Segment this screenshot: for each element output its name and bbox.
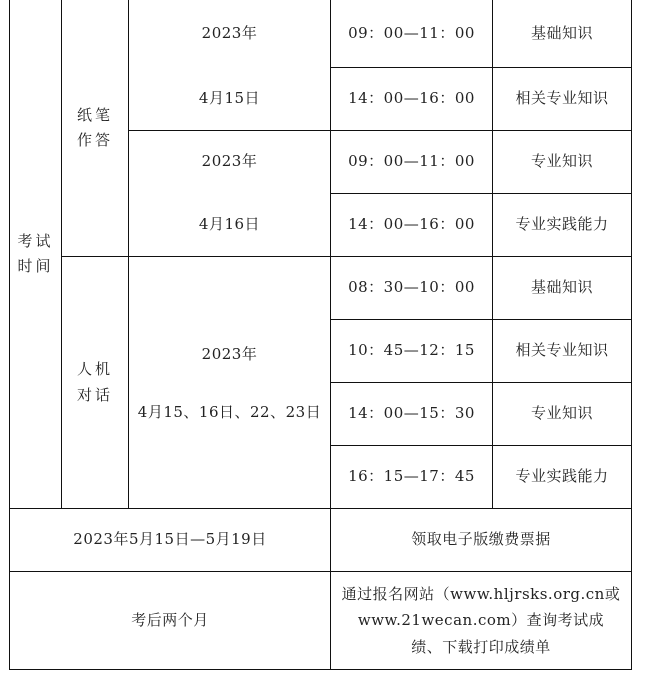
paper-day-2-year: 2023年 (201, 152, 258, 171)
paper-exam-label: 纸笔 作答 (76, 105, 113, 149)
session-time: 14：00—16：00 (348, 89, 475, 108)
score-period: 考后两个月 (131, 610, 209, 629)
session-subject: 相关专业知识 (515, 341, 609, 360)
paper-day-1-date: 4月15日 (198, 88, 261, 107)
session-time: 09：00—11：00 (348, 23, 475, 42)
invoice-period: 2023年5月15日—5月19日 (73, 530, 267, 549)
session-time: 14：00—15：30 (348, 404, 475, 423)
computer-exam-date: 2023年 4月15、16日、22、23日 (137, 344, 322, 421)
paper-day-1-year: 2023年 (201, 23, 258, 42)
session-subject: 专业实践能力 (515, 467, 609, 486)
exam-time-label: 考试 时间 (17, 231, 54, 275)
session-subject: 基础知识 (530, 278, 593, 297)
session-subject: 专业实践能力 (515, 215, 609, 234)
session-subject: 专业知识 (530, 404, 593, 423)
session-time: 16：15—17：45 (348, 467, 475, 486)
paper-day-2-date: 4月16日 (198, 214, 261, 233)
session-subject: 基础知识 (530, 23, 593, 42)
session-time: 14：00—16：00 (348, 215, 475, 234)
session-time: 08：30—10：00 (348, 278, 475, 297)
session-subject: 相关专业知识 (515, 89, 609, 108)
invoice-description: 领取电子版缴费票据 (411, 530, 551, 549)
session-time: 10：45—12：15 (348, 341, 475, 360)
session-time: 09：00—11：00 (348, 152, 475, 171)
session-subject: 专业知识 (530, 152, 593, 171)
computer-exam-label: 人机 对话 (76, 360, 113, 404)
score-description: 通过报名网站（www.hljrsks.org.cn或 www.21wecan.com）查询考试成 绩、下载打印成绩单 (341, 585, 621, 656)
